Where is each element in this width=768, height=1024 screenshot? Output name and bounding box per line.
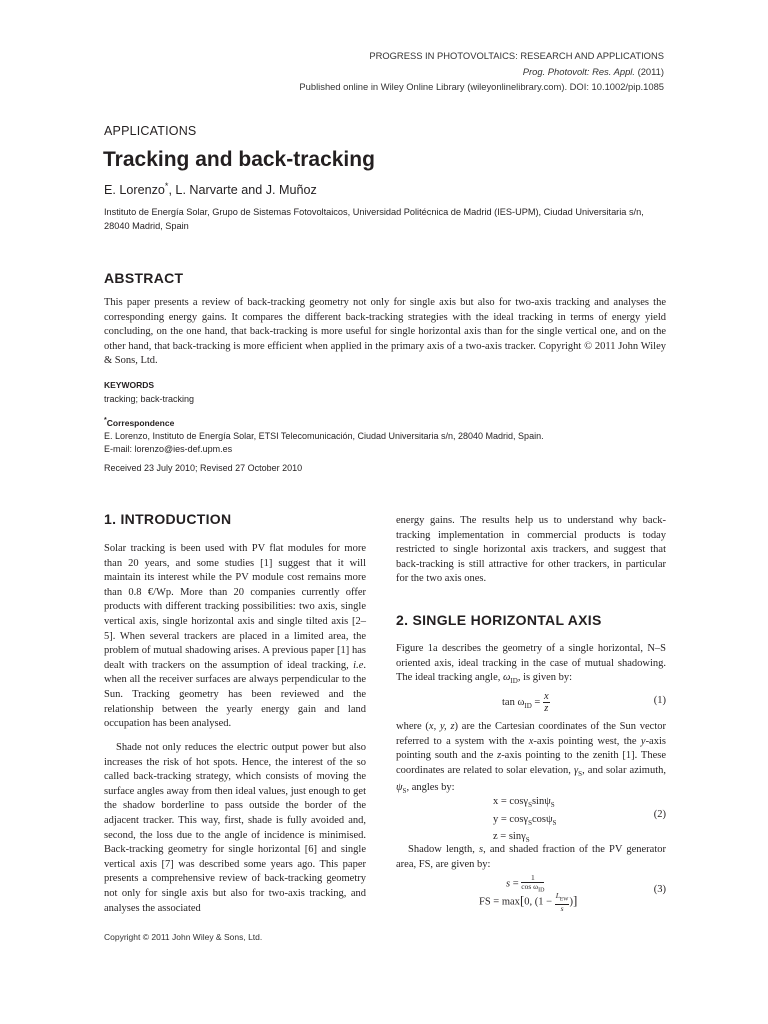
equation-1-number: (1) bbox=[653, 695, 666, 706]
correspondence-address: E. Lorenzo, Instituto de Energía Solar, ETSI Telecomunicación, Ciudad Universitaria s/n, 28040 Madrid, Spain. bbox=[104, 431, 544, 441]
keywords-label: KEYWORDS bbox=[104, 380, 155, 390]
citation: Prog. Photovolt: Res. Appl. (2011) bbox=[522, 65, 664, 77]
equation-3: s = $\frac{1}{\cos \omega_{ID}}$ FS = max[0, (1 − $\frac{L_{EW}}{s}$ )] (3) bbox=[479, 873, 666, 913]
received-dates: Received 23 July 2010; Revised 27 October 2010 bbox=[104, 463, 303, 473]
journal-name: PROGRESS IN PHOTOVOLTAICS: RESEARCH AND APPLICATIONS bbox=[369, 50, 664, 61]
section2-paragraph-2: where (x, y, z) are the Cartesian coordinates of the Sun vector referred to a system with the x-axis pointing west, the y-axis pointing south and the z-axis pointing to the zenith [1]. These coordinates are related to solar elevation, $\gamma_S$, and solar azimuth, $\psi_S$, angles by: bbox=[396, 721, 667, 796]
intro-paragraph-3: energy gains. The results help us to understand why back-tracking implementation in commercial products is today restricted to single horizontal axis trackers, and suggest that back-tracking is still attractive for other trackers, in particular for the two axis ones. bbox=[396, 515, 666, 585]
affiliation: Instituto de Energía Solar, Grupo de Sistemas Fotovoltaicos, Universidad Politécnica de Madrid (IES-UPM), Ciudad Universitaria s/n, 28040 Madrid, Spain bbox=[104, 207, 644, 231]
journal-header bbox=[299, 48, 664, 95]
paper-title: Tracking and back-tracking bbox=[103, 148, 375, 171]
section2-paragraph-1: Figure 1a describes the geometry of a single horizontal, N–S oriented axis, ideal tracking in the case of mutual shadowing. The ideal tracking angle, $\omega_{ID}$, is given by: bbox=[396, 643, 666, 686]
equation-2: x = cosγ$_S$sinψ$_S$ y = cosγ$_S$cosψ$_S$ z = sinγ$_S$ (2) bbox=[493, 796, 666, 845]
intro-paragraph-1: Solar tracking is been used with PV flat modules for more than 20 years, and some studies [1] suggest that it will maintain its interest while the PV module cost remains more than 0.8 €/Wp. More than 20 companies currently offer products with different tracking possibilities: two axis, single vertical axis, single horizontal axis and single tilted axis [2–5]. When several trackers are placed in a limited area, the problem of mutual shadowing arises. A previous paper [1] has dealt with trackers on the assumption of ideal tracking, i.e. when all the receiver surfaces are always perpendicular to the Sun. Tracking geometry has been reviewed and the relationship between the yearly energy gain and land occupation has been analysed. bbox=[104, 543, 366, 730]
section2-paragraph-3: Shadow length, s, and shaded fraction of the PV generator area, FS, are given by: bbox=[396, 844, 667, 870]
intro-paragraph-2: Shade not only reduces the electric output power but also increases the risk of hot spots. Hence, the interest of the so called back-tracking strategy, which consists of moving the surface angles away from then ideal values, just enough to get the shadow borderline to pass outside the border of the adjacent tracker. This way, first, shade is fully avoided and, second, the loss due to the angle of incidence is minimised. Back-tracking geometry for single horizontal [6] and single vertical axis [7] was described some years ago. This paper presents a comprehensive review of back-tracking geometry not only for single axis but also for two-axis tracking, and analyses the associated bbox=[104, 742, 366, 914]
equation-2-number: (2) bbox=[653, 809, 666, 820]
keywords-text: tracking; back-tracking bbox=[104, 394, 195, 404]
section-label: APPLICATIONS bbox=[104, 124, 197, 138]
abstract-text: This paper presents a review of back-tracking geometry not only for single axis but also for two-axis tracking and analyses the corresponding energy gains. It compares the different back-tracking strategies with the ideal tracking in terms of energy yield concluding, on the one hand, that back-tracking is more useful for single horizontal axis than for the single vertical one, and on the other hand, that back-tracking is more efficient when applied in the primary axis of a two-axis tracker. Copyright © 2011 John Wiley & Sons, Ltd. bbox=[104, 297, 666, 367]
correspondence-email[interactable]: E-mail: lorenzo@ies-def.upm.es bbox=[104, 444, 233, 454]
author-list: E. Lorenzo*, L. Narvarte and J. Muñoz bbox=[104, 181, 317, 198]
section2-heading: 2. SINGLE HORIZONTAL AXIS bbox=[396, 612, 602, 628]
correspondence-mark: * bbox=[164, 181, 169, 191]
intro-heading: 1. INTRODUCTION bbox=[104, 511, 232, 527]
doi-line: Published online in Wiley Online Library (wileyonlinelibrary.com). DOI: 10.1002/pip.1085 bbox=[299, 81, 664, 92]
copyright-footer: Copyright © 2011 John Wiley & Sons, Ltd. bbox=[104, 932, 263, 942]
correspondence-label: *Correspondence bbox=[104, 416, 175, 428]
abstract-heading: ABSTRACT bbox=[104, 270, 184, 286]
equation-3-number: (3) bbox=[653, 884, 666, 895]
equation-1: $\tan \omega_{ID}$ = $\frac{x}{z}$ (1) bbox=[502, 691, 666, 714]
